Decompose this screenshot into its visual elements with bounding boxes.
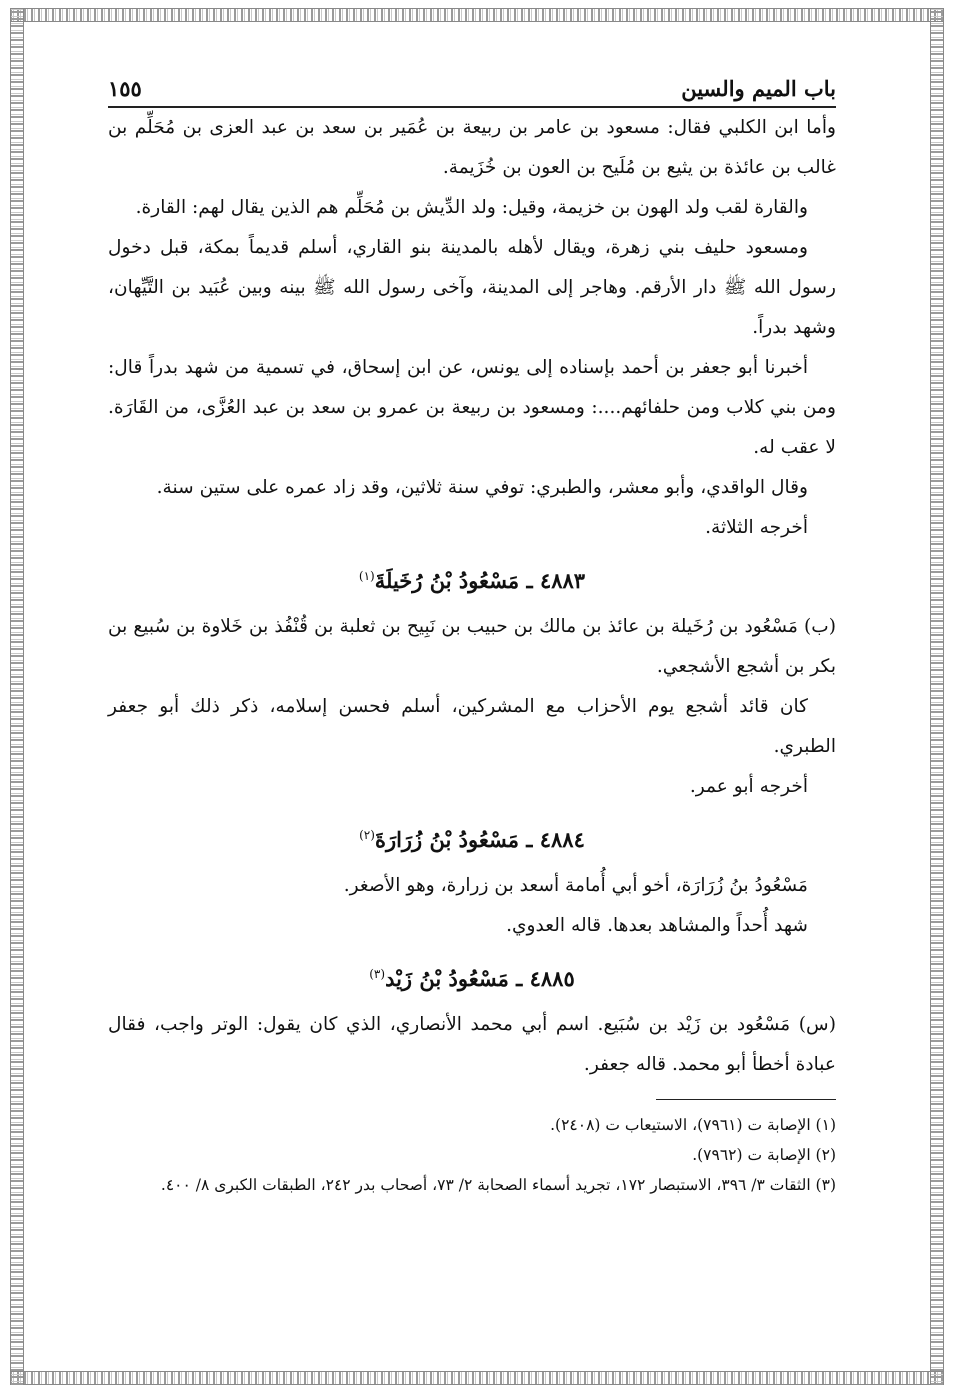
footnote-ref: (١) [358,569,375,583]
page [108,76,836,1346]
footnote-ref: (٣) [369,967,386,981]
paragraph: مَسْعُودُ بنُ زُرَارَة، أخو أبي أُمامة أسعد بن زرارة، وهو الأصغر. [343,875,808,896]
paragraph: وأما ابن الكلبي فقال: مسعود بن عامر بن ربيعة بن عُمَير بن سعد بن عبد العزى بن مُحَلِّم بن غالب بن عائذة بن يثيع بن مُلَيح بن العون بن خُزَيمة. [108,117,836,178]
footnote: (١) الإصابة ت (٧٩٦١)، الاستيعاب ت (٢٤٠٨). [550,1116,836,1134]
paragraph: أخرجه الثلاثة. [705,517,808,538]
entry-title: ٤٨٨٥ ـ مَسْعُودُ بْنُ زَيْد [385,966,575,991]
entry-title: ٤٨٨٤ ـ مَسْعُودُ بْنُ زُرَارَةَ [374,827,585,852]
paragraph: شهد أُحداً والمشاهد بعدها. قاله العدوي. [506,915,808,936]
paragraph: ومسعود حليف بني زهرة، ويقال لأهله بالمدينة بنو القاري، أسلم قديماً بمكة، قبل دخول رسول الله ﷺ دار الأرقم. وهاجر إلى المدينة، وآخى رسول الله ﷺ بينه وبين عُبَيد بن التَّيِّهان، وشهد بدراً. [108,237,836,338]
paragraph: (س) مَسْعُود بن زَيْد بن سُبَيع. اسم أبي محمد الأنصاري، الذي كان يقول: الوتر واجب، فقال عبادة أخطأ أبو محمد. قاله جعفر. [108,1014,836,1075]
paragraph: والقارة لقب ولد الهون بن خزيمة، وقيل: ولد الدِّيش بن مُحَلِّم هم الذين يقال لهم: القارة. [135,197,808,218]
border-bottom [10,1371,944,1385]
border-right [930,8,944,1385]
entry-heading [108,552,836,605]
footnote-ref: (٢) [359,828,375,842]
paragraph: وقال الواقدي، وأبو معشر، والطبري: توفي سنة ثلاثين، وقد زاد عمره على ستين سنة. [156,477,808,498]
footnote: (٣) الثقات ٣/ ٣٩٦، الاستبصار ١٧٢، تجريد أسماء الصحابة ٢/ ٧٣، أصحاب بدر ٢٤٢، الطبقات الكبرى ٨/ ٤٠٠. [160,1176,836,1194]
page-number: ١٥٥ [108,76,142,101]
footnote: (٢) الإصابة ت (٧٩٦٢). [692,1146,836,1164]
entry-heading [108,811,836,864]
border-top [10,8,944,22]
page-body [108,108,836,1085]
paragraph: أخرجه أبو عمر. [689,776,808,797]
paragraph: كان قائد أشجع يوم الأحزاب مع المشركين، أسلم فحسن إسلامه، ذكر ذلك أبو جعفر الطبري. [108,696,836,757]
footnotes [108,1110,836,1200]
paragraph: (ب) مَسْعُود بن رُخَيلة بن عائذ بن مالك بن حبيب بن نَبِيح بن ثعلبة بن قُنْفُذ بن خَلاوة بن سُبيع بن بكر بن أشجع الأشجعي. [108,616,836,677]
entry-heading [108,950,836,1003]
footnote-separator [656,1099,836,1100]
paragraph: أخبرنا أبو جعفر بن أحمد بإسناده إلى يونس، عن ابن إسحاق، في تسمية من شهد بدراً قال: ومن بني كلاب ومن حلفائهم....: ومسعود بن ربيعة بن عمرو بن سعد بن عبد العُزَّى، من القَارَة. لا عقب له. [108,357,836,458]
running-header [108,76,836,108]
entry-title: ٤٨٨٣ ـ مَسْعُودُ بْنُ رُخَيلَةَ [374,568,586,593]
border-left [10,8,24,1385]
chapter-title: باب الميم والسين [681,76,836,101]
